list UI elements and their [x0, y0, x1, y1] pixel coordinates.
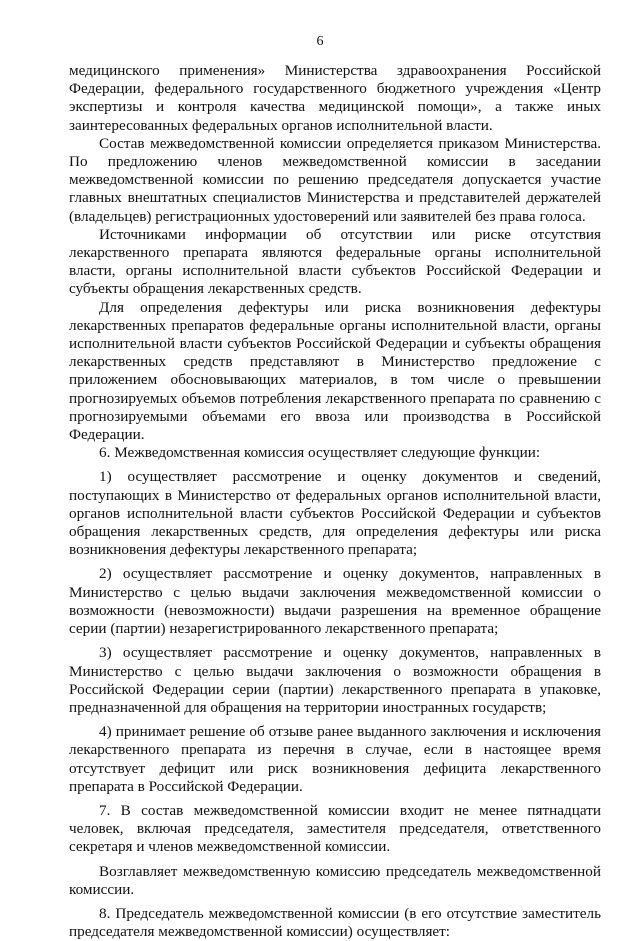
paragraph-function-3: 3) осуществляет рассмотрение и оценку документов, направленных в Министерство с целью выдачи заключения о возможности обращения в Российской Федерации серии (партии) лекарственного препарата в упаковке, предназначенной для обращения на территории иностранных государств; — [69, 644, 601, 716]
document-body — [69, 62, 601, 941]
paragraph-function-1: 1) осуществляет рассмотрение и оценку документов и сведений, поступающих в Министерство от федеральных органов исполнительной власти, органов исполнительной власти субъектов Российской Федерации и субъектов обращения лекарственных средств, для определения дефектуры или риска возникновения дефектуры лекарственного препарата; — [69, 468, 601, 559]
paragraph-item-7: 7. В состав межведомственной комиссии входит не менее пятнадцати человек, включая председателя, заместителя председателя, ответственного секретаря и членов межведомственной комиссии. — [69, 801, 601, 856]
paragraph-defect-determination: Для определения дефектуры или риска возникновения дефектуры лекарственных препаратов федеральные органы исполнительной власти, органы исполнительной власти субъектов Российской Федерации и субъекты обращения лекарственных средств представляют в Министерство предложение с приложением обосновывающих материалов, в том числе о превышении прогнозируемых объемов потребления лекарственного препарата по сравнению с прогнозируемыми объемами его ввоза или производства в Российской Федерации. — [69, 298, 601, 444]
paragraph-chairman: Возглавляет межведомственную комиссию председатель межведомственной комиссии. — [69, 862, 601, 898]
paragraph-item-8: 8. Председатель межведомственной комиссии (в его отсутствие заместитель председателя межведомственной комиссии) осуществляет: — [69, 904, 601, 941]
paragraph-item-6: 6. Межведомственная комиссия осуществляет следующие функции: — [99, 444, 541, 462]
page-number: 6 — [316, 34, 324, 49]
paragraph-function-2: 2) осуществляет рассмотрение и оценку документов, направленных в Министерство с целью выдачи заключения межведомственной комиссии о возможности (невозможности) выдачи разрешения на временное обращение серии (партии) незарегистрированного лекарственного препарата; — [69, 565, 601, 638]
paragraph-continuation: медицинского применения» Министерства здравоохранения Российской Федерации, федерального государственного бюджетного учреждения «Центр экспертизы и контроля качества медицинской помощи», а также иных заинтересованных федеральных органов исполнительной власти. — [69, 62, 601, 134]
paragraph-commission-composition: Состав межведомственной комиссии определяется приказом Министерства. По предложению членов межведомственной комиссии в заседании межведомственной комиссии по решению председателя допускается участие главных внештатных специалистов Министерства и представителей держателей (владельцев) регистрационных удостоверений или заявителей без права голоса. — [69, 134, 601, 225]
paragraph-function-4: 4) принимает решение об отзыве ранее выданного заключения и исключения лекарственного препарата из перечня в случае, если в настоящее время отсутствует дефицит или риск возникновения дефицита лекарственного препарата в Российской Федерации. — [69, 723, 601, 795]
paragraph-information-sources: Источниками информации об отсутствии или риске отсутствия лекарственного препарата являются федеральные органы исполнительной власти, органы исполнительной власти субъектов Российской Федерации и субъекты обращения лекарственных средств. — [69, 225, 601, 298]
